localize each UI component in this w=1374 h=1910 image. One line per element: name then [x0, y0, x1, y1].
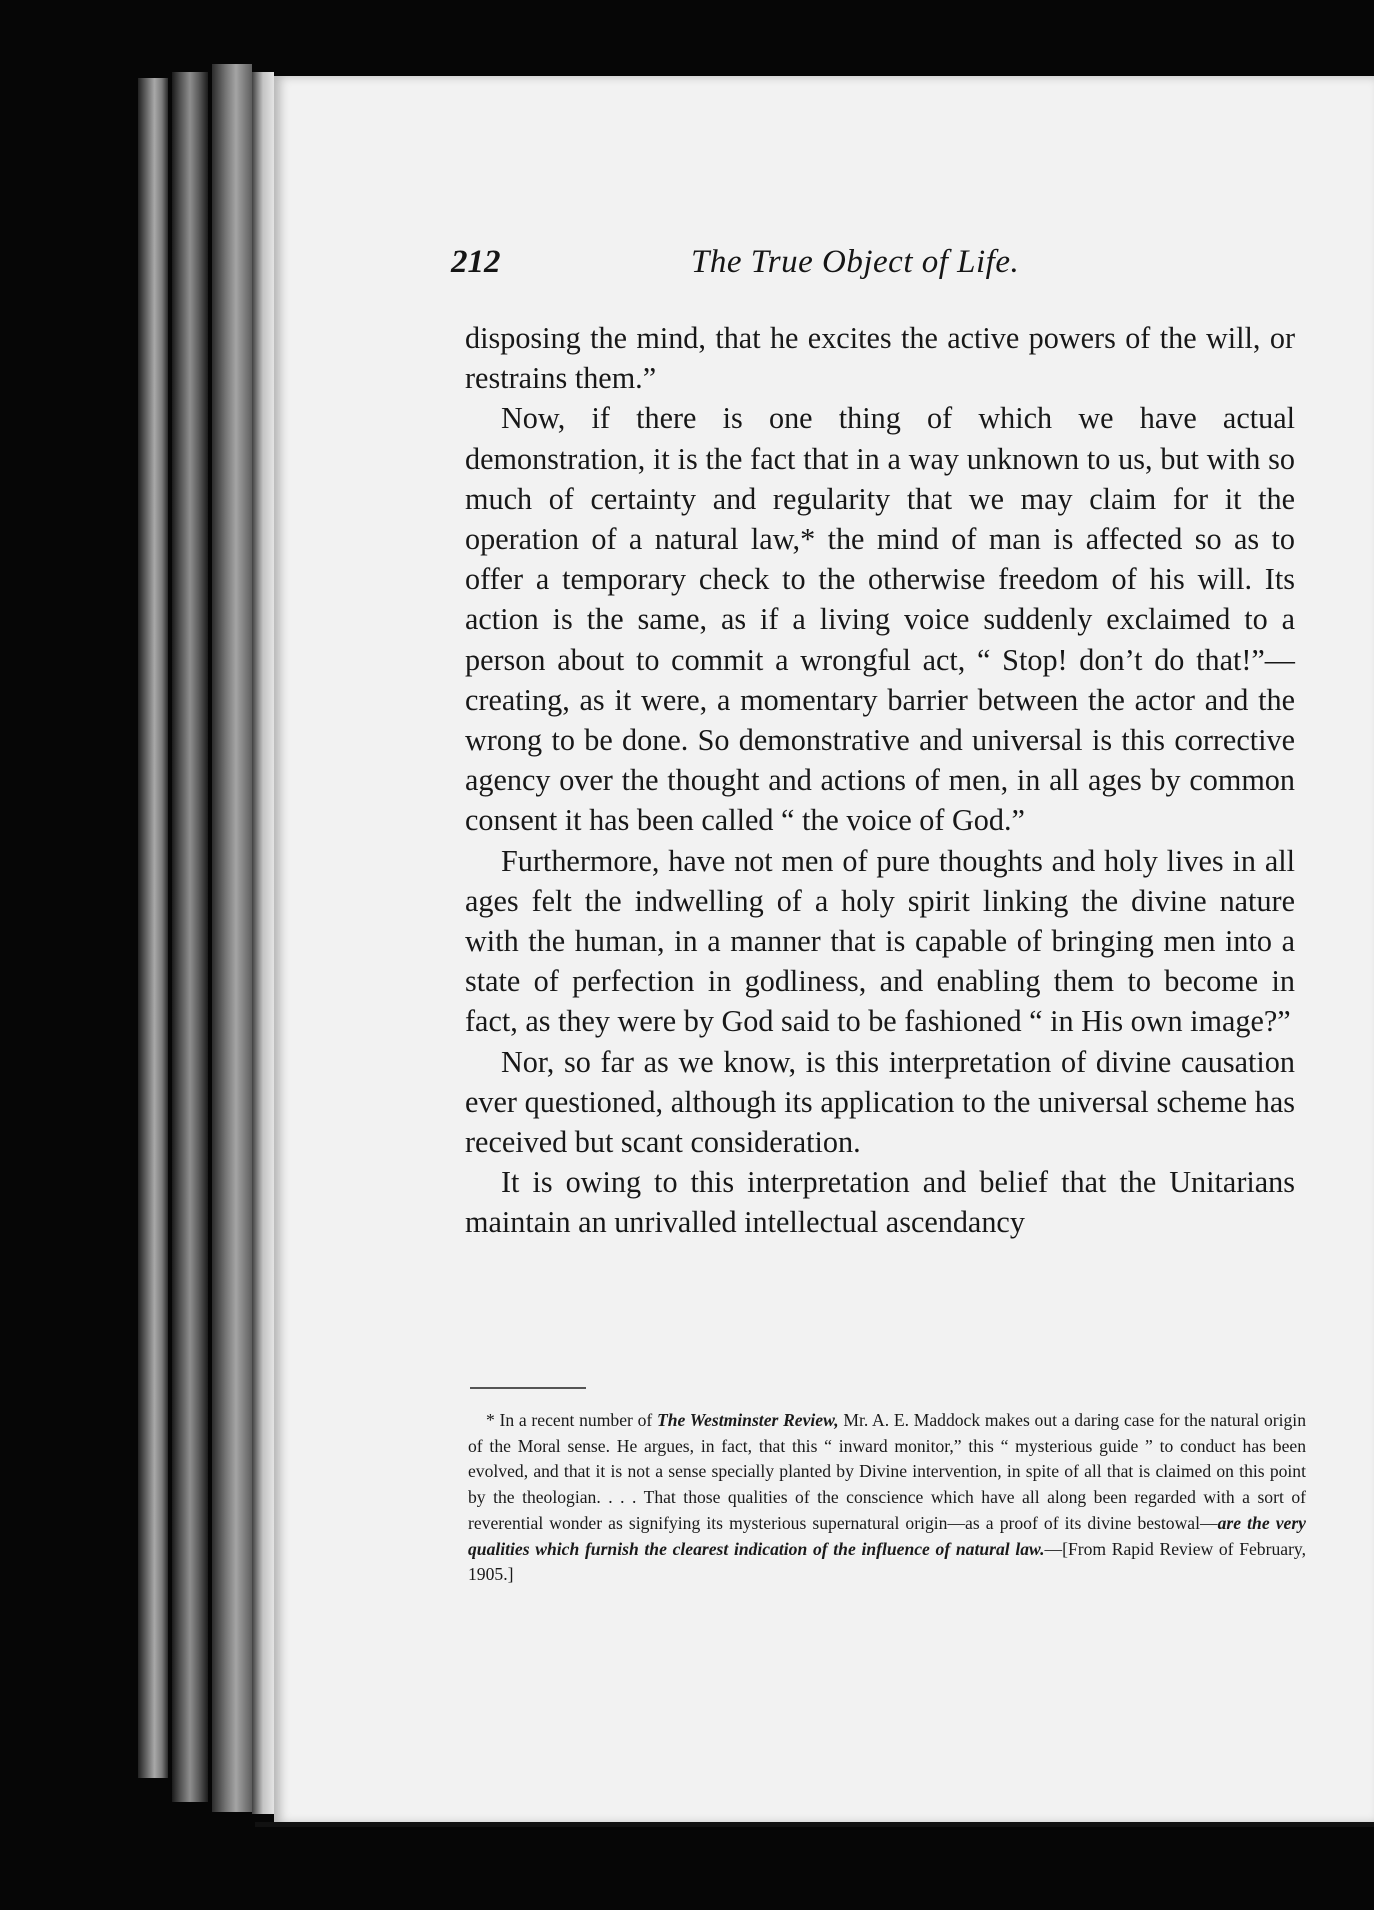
book-edge-gutter — [252, 72, 274, 1814]
footnote-divider — [470, 1387, 586, 1389]
paragraph-2: Now, if there is one thing of which we have actual demonstration, it is the fact that in a way unknown to us, but with so much of certainty and regularity that we may claim for it the operation of a natural law,* the mind of man is affected so as to offer a temporary check to the otherwise freedom of his will. Its action is the same, as if a living voice suddenly exclaimed to a person about to commit a wrongful act, “ Stop! don’t do that!”—creating, as it were, a momentary barrier between the actor and the wrong to be done. So demonstrative and universal is this corrective agency over the thought and actions of men, in all ages by common consent it has been called “ the voice of God.” — [465, 401, 1295, 838]
paragraph-3: Furthermore, have not men of pure thoughts and holy lives in all ages felt the indwelling of a holy spirit linking the divine nature with the human, in a manner that is capable of bringing men into a state of perfection in godliness, and enabling them to become in fact, as they were by God said to be fashioned “ in His own image?” — [465, 843, 1295, 1039]
footnote-body: Mr. A. E. Maddock makes out a daring case for the natural origin of the Moral sense. He argues, in fact, that this “ inward monitor,” this “ mysterious guide ” to conduct has been evolved, and that it is not a sense specially planted by Divine intervention, in spite of all that is claimed on this point by the theologian. . . . That those qualities of the conscience which have all along been regarded with a sort of reverential wonder as signifying its mysterious supernatural origin—as a proof of its divine bestowal— — [468, 1410, 1306, 1533]
paragraph-1: disposing the mind, that he excites the active powers of the will, or restrains them.” — [465, 321, 1295, 396]
paragraph-5: It is owing to this interpretation and belief that the Unitarians maintain an unrivalled intellectual ascendancy — [465, 1165, 1295, 1240]
paragraph-4: Nor, so far as we know, is this interpretation of divine causation ever questioned, although its application to the universal scheme has received but scant consideration. — [465, 1044, 1295, 1160]
book-edge-middle — [172, 72, 208, 1802]
footnote — [468, 1408, 1306, 1588]
running-title: The True Object of Life. — [691, 244, 1020, 280]
book-edge-inner — [212, 64, 252, 1812]
page-number: 212 — [451, 244, 501, 280]
page-header — [451, 244, 1291, 290]
footnote-source: —[From Rapid Review of February, 1905.] — [468, 1538, 1306, 1585]
page-bottom-edge — [255, 1822, 1374, 1827]
footnote-journal: The Westminster Review, — [656, 1410, 839, 1430]
footnote-intro: * In a recent number of — [486, 1410, 657, 1430]
body-text — [465, 318, 1295, 1243]
book-edge-outer — [138, 78, 168, 1778]
footnote-emphasis: are the very qualities which furnish the clearest indication of the influence of natural law. — [468, 1512, 1306, 1559]
